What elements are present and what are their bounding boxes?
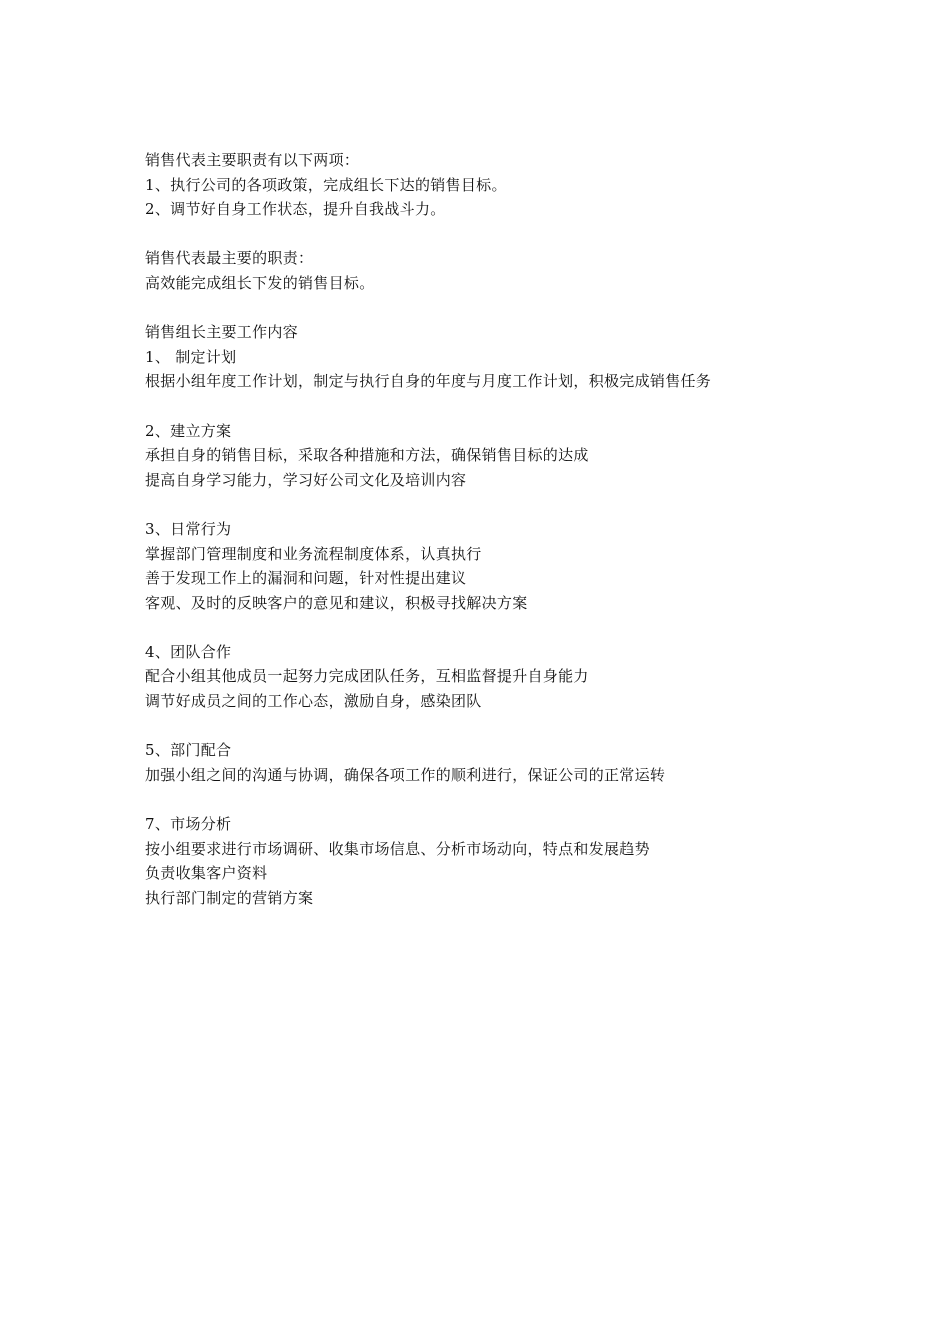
- section-heading: 销售代表主要职责有以下两项：: [145, 151, 360, 169]
- blank-line: [145, 394, 845, 419]
- text-line: 1、执行公司的各项政策，完成组长下达的销售目标。: [145, 175, 507, 194]
- text-line: 调节好成员之间的工作心态，激励自身，感染团队: [145, 692, 482, 711]
- subsection-heading: 4、团队合作: [145, 642, 232, 661]
- section-sales-rep-duties: [145, 148, 845, 222]
- subsection-heading: 7、市场分析: [145, 815, 232, 834]
- text-line: 高效能完成组长下发的销售目标。: [145, 273, 375, 292]
- subsection-heading: 3、日常行为: [145, 519, 232, 538]
- document-page: [145, 148, 845, 910]
- text-line: 根据小组年度工作计划，制定与执行自身的年度与月度工作计划，积极完成销售任务: [145, 372, 712, 391]
- section-heading: 销售代表最主要的职责：: [145, 249, 314, 268]
- section-teamwork: [145, 640, 845, 714]
- section-market-analysis: [145, 812, 845, 910]
- text-line: 提高自身学习能力，学习好公司文化及培训内容: [145, 470, 467, 489]
- section-team-leader-plan: [145, 320, 845, 394]
- section-heading: 销售组长主要工作内容: [145, 323, 299, 342]
- blank-line: [145, 222, 845, 247]
- section-build-plan: [145, 419, 845, 493]
- text-line: 善于发现工作上的漏洞和问题，针对性提出建议: [145, 569, 467, 588]
- text-line: 执行部门制定的营销方案: [145, 888, 314, 907]
- blank-line: [145, 296, 845, 321]
- text-line: 加强小组之间的沟通与协调，确保各项工作的顺利进行，保证公司的正常运转: [145, 765, 666, 784]
- section-daily-behavior: [145, 517, 845, 615]
- text-line: 负责收集客户资料: [145, 864, 268, 883]
- text-line: 客观、及时的反映客户的意见和建议，积极寻找解决方案: [145, 593, 528, 612]
- subsection-heading: 2、建立方案: [145, 421, 232, 440]
- section-department-cooperation: [145, 738, 845, 787]
- text-line: 2、调节好自身工作状态，提升自我战斗力。: [145, 200, 446, 219]
- section-sales-rep-main-duty: [145, 246, 845, 295]
- blank-line: [145, 787, 845, 812]
- subsection-heading: 5、部门配合: [145, 741, 232, 760]
- text-line: 承担自身的销售目标，采取各种措施和方法，确保销售目标的达成: [145, 446, 589, 465]
- text-line: 掌握部门管理制度和业务流程制度体系，认真执行: [145, 544, 482, 563]
- blank-line: [145, 714, 845, 739]
- subsection-heading: 1、 制定计划: [145, 347, 237, 366]
- text-line: 按小组要求进行市场调研、收集市场信息、分析市场动向，特点和发展趋势: [145, 839, 650, 858]
- blank-line: [145, 615, 845, 640]
- text-line: 配合小组其他成员一起努力完成团队任务，互相监督提升自身能力: [145, 667, 589, 686]
- blank-line: [145, 492, 845, 517]
